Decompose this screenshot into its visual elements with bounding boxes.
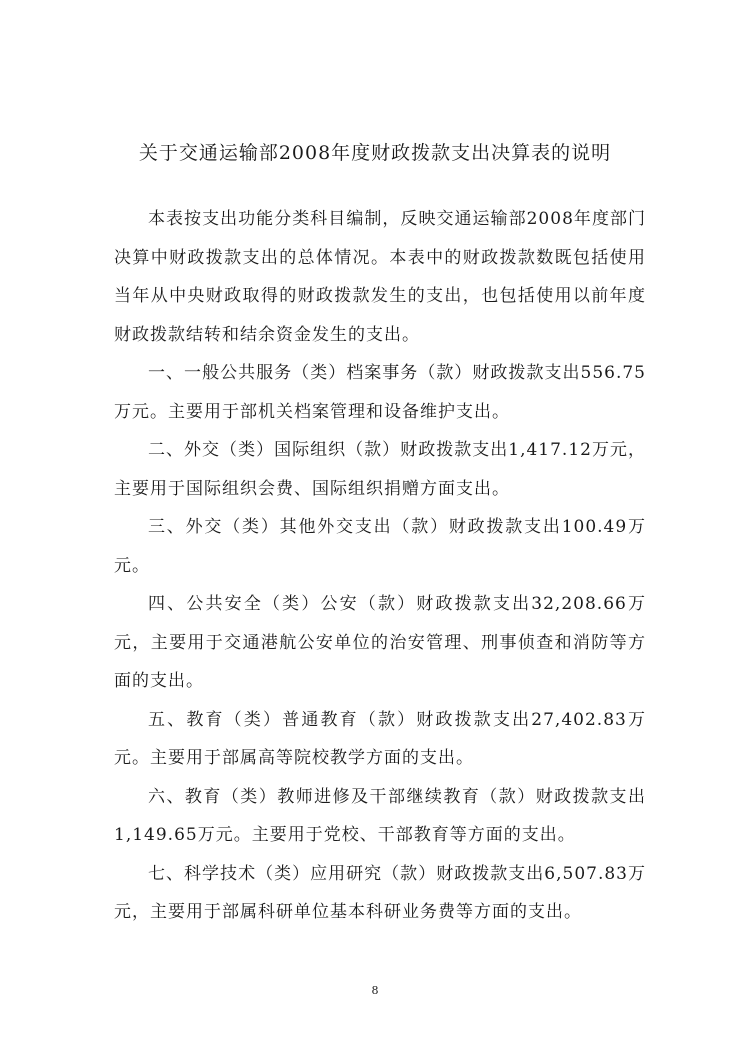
document-title: 关于交通运输部2008年度财政拨款支出决算表的说明 (138, 142, 612, 164)
paragraph-item-1: 一、一般公共服务（类）档案事务（款）财政拨款支出556.75万元。主要用于部机关档案管理和设备维护支出。 (114, 363, 646, 422)
paragraph-item-6: 六、教育（类）教师进修及干部继续教育（款）财政拨款支出1,149.65万元。主要用于党校、干部教育等方面的支出。 (114, 786, 646, 845)
paragraph-item-3: 三、外交（类）其他外交支出（款）财政拨款支出100.49万元。 (114, 517, 646, 576)
page-number: 8 (371, 984, 379, 997)
paragraph-item-5: 五、教育（类）普通教育（款）财政拨款支出27,402.83万元。主要用于部属高等院校教学方面的支出。 (114, 709, 646, 768)
paragraph-item-4: 四、公共安全（类）公安（款）财政拨款支出32,208.66万元，主要用于交通港航公安单位的治安管理、刑事侦查和消防等方面的支出。 (114, 594, 646, 691)
paragraph-item-7: 七、科学技术（类）应用研究（款）财政拨款支出6,507.83万元，主要用于部属科研单位基本科研业务费等方面的支出。 (114, 863, 646, 922)
paragraph-item-2: 二、外交（类）国际组织（款）财政拨款支出1,417.12万元，主要用于国际组织会费、国际组织捐赠方面支出。 (114, 440, 646, 499)
paragraph-intro: 本表按支出功能分类科目编制，反映交通运输部2008年度部门决算中财政拨款支出的总体情况。本表中的财政拨款数既包括使用当年从中央财政取得的财政拨款发生的支出，也包括使用以前年度财政拨款结转和结余资金发生的支出。 (114, 209, 646, 345)
document-body (114, 200, 646, 932)
